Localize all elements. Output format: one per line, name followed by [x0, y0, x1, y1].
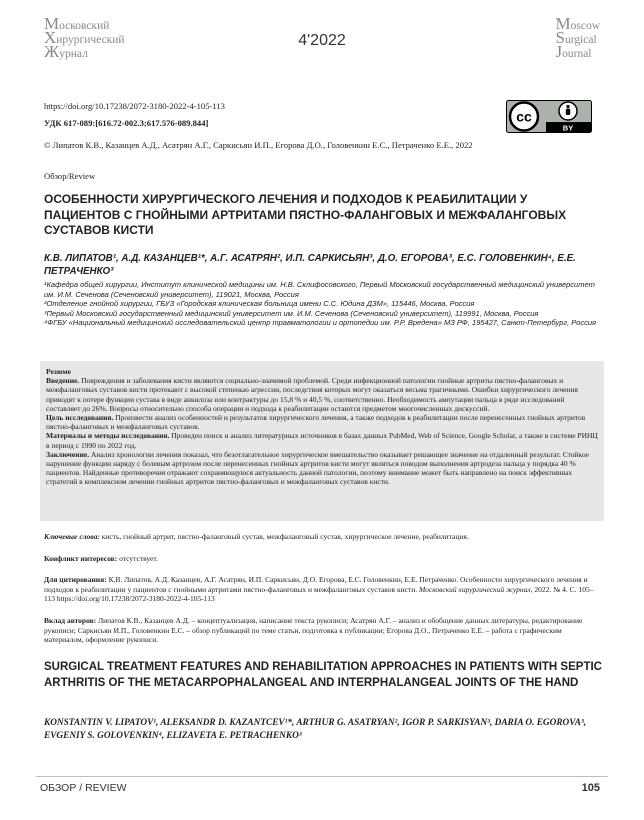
section-label: ОБЗОР / REVIEW [40, 782, 127, 794]
copyright: © Липатов К.В., Казанцев А.Д., Асатрян А.Г., Саркисьян И.П., Егорова Д.О., Головенкин Е.С., Петраченко Е.Е., 2022 [44, 140, 473, 150]
abstract-methods [46, 431, 598, 449]
contribution-text: Липатов К.В., Казанцев А.Д. – концептуализация, написание текста рукописи; Асатрян А.Г. – анализ и обобщение данных литературы, редактирование рукописи; Саркисьян И.П., Головенкин Е.С. – обзор публикаций по теме статьи, подготовка к публикации; Егорова Д.О., Петраченко Е.Е. – работа с графическим материалом, оформление рукописи. [44, 616, 583, 645]
affiliation-item: ³Первый Московский государственный медицинский университет им. И.М. Сеченова (Сеченовский университет), 119991, Москва, Россия [44, 308, 539, 318]
abstract-label: Введение. [46, 376, 80, 386]
logo-initial: S [555, 28, 565, 47]
logo-initial: J [555, 42, 563, 61]
issue-number: 4'2022 [298, 32, 346, 49]
logo-initial: М [44, 14, 60, 33]
logo-word: ирургический [56, 34, 125, 46]
citation-text: К.В. Липатов, А.Д. Казанцев, А.Г. Асатрян, И.П. Саркисьян, Д.О. Егорова, Е.С. Головенкин, Е.Е. Петраченко. Особенности хирургического лечения и подходов к реабилитации у пациентов с гнойными артритами пястно-фаланговых и межфаланговых суставов кисти. [44, 575, 588, 594]
abstract-text: Анализ хронологии лечения показал, что безотлагательное хирургическое вмешательство оказывает решающее значение на отдаленный результат. Стойкое нарушение функции наряду с болевым артрозом после перенесенных гнойных артритов кисти могут являться поводом выполнения артродеза пальца у порядка 40 % пациентов. Найденные противоречия отражают сохраняющуюся актуальность данной патологии, поэтому внимание может быть направлено на поиск эффективных стратегий в комплексном лечении гнойных артритов пястно-фаланговых и межфаланговых суставов кисти. [46, 449, 589, 487]
abstract-label: Материалы и методы исследования. [46, 431, 170, 441]
authors-en: KONSTANTIN V. LIPATOV¹, ALEKSANDR D. KAZANTCEV¹*, ARTHUR G. ASATRYAN², IGOR P. SARKISYAN³, DARIA O. EGOROVA³, EVGENIY S. GOLOVENKIN⁴, ELIZAVETA E. PETRACHENKO³ [44, 718, 587, 741]
conflict-of-interest [44, 554, 600, 564]
article-title-en: SURGICAL TREATMENT FEATURES AND REHABILITATION APPROACHES IN PATIENTS WITH SEPTIC ARTHRITIS OF THE METACARPOPHALANGEAL AND INTERPHALANGEAL JOINTS OF THE HAND [44, 661, 602, 689]
affiliation-item: ¹Кафедра общей хирургии, Институт клинической медицины им. Н.В. Склифосовского, Первый Московский государственный медицинский университет им. И.М. Сеченова (Сеченовский университет), 119021, Москва, Россия [44, 280, 595, 299]
logo-word: осковский [59, 20, 110, 32]
abstract-aim [46, 413, 598, 431]
authors-ru: К.В. ЛИПАТОВ¹, А.Д. КАЗАНЦЕВ¹*, А.Г. АСАТРЯН², И.П. САРКИСЬЯН³, Д.О. ЕГОРОВА³, Е.С. ГОЛОВЕНКИН⁴, Е.Е. ПЕТРАЧЕНКО³ [44, 253, 576, 277]
by-label: BY [562, 123, 574, 133]
citation [44, 575, 600, 604]
abstract-conclusion [46, 450, 598, 487]
logo-word: oscow [570, 20, 600, 32]
logo-word: урнал [59, 48, 88, 60]
footer-divider [36, 776, 608, 777]
abstract-text: Проведен поиск и анализ литературных источников в базах данных PubMed, Web of Science, Google Scholar, а также в системе РИНЦ в период с 1990 по 2022 год. [46, 431, 598, 450]
page-number: 105 [581, 782, 600, 794]
affiliation-item: ⁴ФГБУ «Национальный медицинский исследовательский центр травматологии и ортопедии им. Р.Р. Вредена» МЗ РФ, 195427, Санкт-Петербург, Россия [44, 318, 597, 328]
affiliations [44, 280, 600, 328]
abstract-heading: Резюме [46, 367, 71, 376]
citation-doi[interactable]: , 2022. № 4. С. 105–113 https://doi.org/10.17238/2072-3180-2022-4-105-113 [44, 584, 594, 604]
citation-label: Для цитирования: [44, 575, 107, 584]
article-title-ru: ОСОБЕННОСТИ ХИРУРГИЧЕСКОГО ЛЕЧЕНИЯ И ПОДХОДОВ К РЕАБИЛИТАЦИИ У ПАЦИЕНТОВ С ГНОЙНЫМИ АРТРИТАМИ ПЯСТНО-ФАЛАНГОВЫХ И МЕЖФАЛАНГОВЫХ СУСТАВОВ КИСТИ [44, 192, 567, 237]
abstract-text: Произвести анализ особенностей и результатов хирургического лечения, а также подходов к реабилитации после перенесенных гнойных артритов пястно-фаланговых и межфаланговых суставов. [46, 413, 586, 432]
abstract-text: Повреждения и заболевания кисти являются социально-значимой проблемой. Среди инфекционной патологии гнойные артриты пястно-фаланговых и межфаланговых суставов кисти протекают с высокой степенью агрессии, последствия которых могут оказаться весьма трагичными. Ошибки хирургического лечения приводят к потере функции сустава в виде анкилоза или контрактуры до 15,8 % и 40,5 %, соответственно. Необходимость ампутации пальца в ряде исследований составляет до 26%. Вопросы относительно способа операции и подхода к реабилитации остаются предметом многочисленных дискуссий. [46, 376, 578, 413]
author-contribution [44, 616, 600, 645]
keywords-label: Ключевые слова: [44, 532, 100, 541]
logo-word: urgical [564, 34, 597, 46]
cc-by-license-icon[interactable] [506, 100, 592, 133]
citation-journal: Московский хирургический журнал [418, 584, 531, 594]
journal-logo-en [555, 14, 600, 61]
affiliation-item: ²Отделение гнойной хирургии, ГБУЗ «Городская клиническая больница имени С.С. Юдина ДЗМ», 115446, Москва, Россия [44, 299, 475, 309]
logo-initial: Х [44, 28, 57, 47]
logo-word: ournal [562, 48, 592, 60]
article-type: Обзор/Review [44, 171, 96, 181]
conflict-label: Конфликт интересов: [44, 554, 118, 563]
abstract-label: Цель исследования. [46, 413, 114, 423]
abstract-label: Заключение. [46, 449, 90, 459]
logo-initial: M [555, 14, 571, 33]
keywords [44, 532, 600, 542]
conflict-text: отсутствует. [117, 554, 158, 563]
abstract-intro [46, 376, 598, 413]
logo-initial: Ж [44, 42, 60, 61]
contribution-label: Вклад авторов: [44, 616, 97, 625]
cc-label: cc [516, 108, 532, 125]
doi-link[interactable]: https://doi.org/10.17238/2072-3180-2022-4-105-113 [44, 101, 225, 111]
udk-code: УДК 617-089:[616.72-002.3;617.576-089.844] [44, 118, 209, 128]
abstract-box [40, 361, 604, 521]
keywords-text: кисть, гнойный артрит, пястно-фаланговый сустав, межфаланговый сустав, хирургическое лечение, реабилитация. [99, 532, 469, 541]
